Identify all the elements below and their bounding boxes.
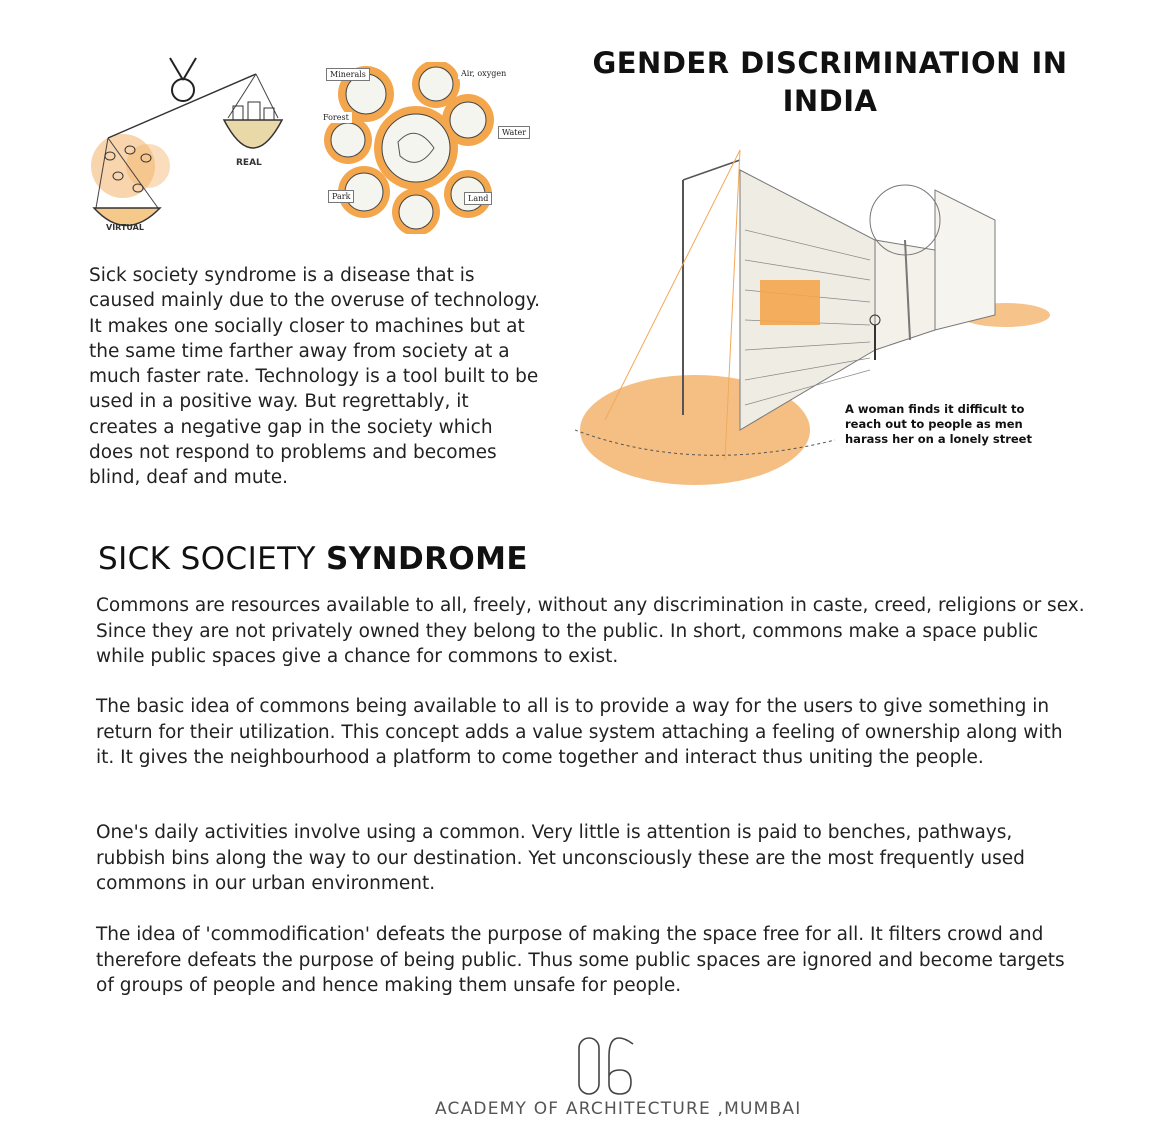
body-paragraph-1: Commons are resources available to all, freely, without any discrimination in caste, creed, religions or sex. Since they are not privately owned they belong to the public. In short, commons make a space public while public spaces give a chance for commons to exist. [96, 595, 1085, 667]
street-sketch-caption [845, 402, 1035, 447]
real-label: REAL [236, 158, 262, 168]
forest-label: Forest [320, 112, 352, 123]
virtual-label: VIRTUAL [106, 223, 144, 232]
balance-scale-sketch [88, 48, 293, 244]
page-number [575, 1036, 639, 1098]
body-paragraph-3: One's daily activities involve using a common. Very little is attention is paid to benches, pathways, rubbish bins along the way to our destination. Yet unconsciously these are the most frequently used commons in our urban environment. [96, 822, 1025, 894]
section-title-bold: SYNDROME [326, 541, 528, 577]
caption-line-3: harass her on a lonely street [845, 432, 1032, 446]
body-paragraph-4: The idea of 'commodification' defeats the purpose of making the space free for all. It filters crowd and therefore defeats the purpose of being public. Thus some public spaces are ignored and become targets of groups of people and hence making them unsafe for people. [96, 924, 1065, 996]
page-number-text: 06 [575, 1036, 577, 1037]
title-line-2: INDIA [782, 84, 878, 118]
minerals-label: Minerals [326, 68, 370, 81]
section-title-light: SICK SOCIETY [98, 541, 327, 577]
commons-diagram [318, 62, 543, 234]
caption-line-1: A woman finds it difficult to [845, 402, 1025, 416]
intro-paragraph: Sick society syndrome is a disease that is caused mainly due to the overuse of technology. It makes one socially closer to machines but at the same time farther away from society at a much faster rate. Technology is a tool built to be used in a positive way. But regrettably, it creates a negative gap in the society which does not respond to problems and becomes blind, deaf and mute. [89, 265, 541, 489]
water-label: Water [498, 126, 530, 139]
section-title [98, 541, 528, 577]
page-title [560, 44, 1100, 120]
air-oxygen-label: Air, oxygen [458, 68, 509, 79]
title-line-1: GENDER DISCRIMINATION IN [592, 46, 1068, 80]
park-label: Park [328, 190, 354, 203]
land-label: Land [464, 192, 492, 205]
footer-institution: ACADEMY OF ARCHITECTURE ,MUMBAI [435, 1099, 802, 1119]
body-paragraph-2: The basic idea of commons being available to all is to provide a way for the users to give something in return for their utilization. This concept adds a value system attaching a feeling of ownership along with it. It gives the neighbourhood a platform to come together and interact thus uniting the people. [96, 696, 1063, 768]
caption-line-2: reach out to people as men [845, 417, 1023, 431]
